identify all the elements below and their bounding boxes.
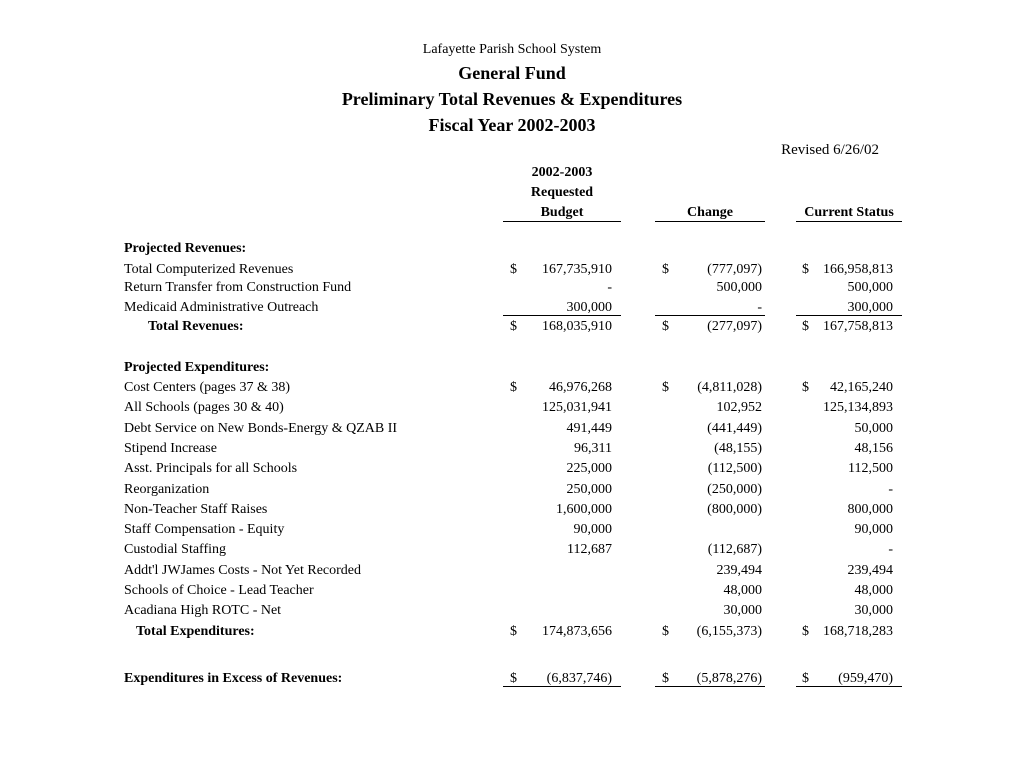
budget-revenue-underline [503,315,621,316]
current-amount: 30,000 [854,603,893,618]
change-currency-symbol: $ [662,319,669,334]
change-currency-symbol: $ [662,262,669,277]
budget-amount: 1,600,000 [556,502,612,517]
change-amount: 30,000 [723,603,762,618]
budget-amount: 250,000 [566,482,612,497]
revenues-section-title: Projected Revenues: [124,241,247,256]
budget-amount: - [607,280,612,295]
row-label: Staff Compensation - Equity [124,522,285,537]
row-label: Acadiana High ROTC - Net [124,603,282,618]
current-amount: 112,500 [848,461,893,476]
budget-amount: 90,000 [573,522,612,537]
current-amount: 500,000 [847,280,893,295]
current-currency-symbol: $ [802,262,809,277]
change-currency-symbol: $ [662,624,669,639]
change-currency-symbol: $ [662,671,669,686]
change-amount: (4,811,028) [697,380,762,395]
row-label: Total Expenditures: [136,624,255,639]
current-currency-symbol: $ [802,624,809,639]
budget-amount: 96,311 [574,441,612,456]
change-amount: (800,000) [707,502,762,517]
budget-amount: 300,000 [566,300,612,315]
row-label: Custodial Staffing [124,542,227,557]
change-amount: (48,155) [714,441,762,456]
change-revenue-underline [655,315,765,316]
budget-amount: 168,035,910 [542,319,612,334]
current-amount: 300,000 [847,300,893,315]
current-amount: 167,758,813 [823,319,893,334]
organization-name: Lafayette Parish School System [422,42,602,57]
change-amount: (112,687) [707,542,762,557]
change-excess-underline [655,686,765,687]
current-currency-symbol: $ [802,380,809,395]
row-label: Stipend Increase [124,441,217,456]
current-amount: 48,000 [854,583,893,598]
current-amount: (959,470) [838,671,893,686]
budget-amount: 174,873,656 [542,624,612,639]
change-header: Change [655,205,765,222]
budget-currency-symbol: $ [510,319,517,334]
budget-excess-underline [503,686,621,687]
row-label: Debt Service on New Bonds-Energy & QZAB II [124,421,398,436]
change-amount: (112,500) [707,461,762,476]
current-amount: 90,000 [854,522,893,537]
current-amount: - [888,482,893,497]
budget-currency-symbol: $ [510,380,517,395]
row-label: Medicaid Administrative Outreach [124,300,319,315]
budget-header-line3: Budget [503,205,621,222]
budget-currency-symbol: $ [510,624,517,639]
change-amount: (6,155,373) [696,624,762,639]
current-amount: 166,958,813 [823,262,893,277]
current-revenue-underline [796,315,902,316]
current-currency-symbol: $ [802,319,809,334]
budget-currency-symbol: $ [510,262,517,277]
row-label: Return Transfer from Construction Fund [124,280,352,295]
change-amount: (441,449) [707,421,762,436]
budget-amount: 125,031,941 [542,400,612,415]
current-amount: 800,000 [847,502,893,517]
report-subtitle: Preliminary Total Revenues & Expenditures [341,89,683,109]
current-amount: 48,156 [854,441,893,456]
change-amount: 500,000 [716,280,762,295]
change-amount: 48,000 [723,583,762,598]
row-label: Cost Centers (pages 37 & 38) [124,380,291,395]
current-amount: 168,718,283 [823,624,893,639]
revised-date: Revised 6/26/02 [781,142,879,158]
change-amount: (250,000) [707,482,762,497]
row-label: Total Computerized Revenues [124,262,294,277]
fiscal-year: Fiscal Year 2002-2003 [428,115,596,135]
change-amount: 102,952 [716,400,762,415]
change-amount: - [757,300,762,315]
budget-currency-symbol: $ [510,671,517,686]
row-label: Total Revenues: [148,319,244,334]
current-amount: 42,165,240 [830,380,893,395]
row-label: Asst. Principals for all Schools [124,461,298,476]
row-label: Reorganization [124,482,210,497]
budget-amount: 491,449 [566,421,612,436]
change-amount: 239,494 [716,563,762,578]
change-amount: (777,097) [707,262,762,277]
current-excess-underline [796,686,902,687]
current-amount: - [888,542,893,557]
row-label: Non-Teacher Staff Raises [124,502,268,517]
budget-amount: (6,837,746) [546,671,612,686]
change-amount: (277,097) [707,319,762,334]
report-title: General Fund [458,63,566,83]
budget-amount: 167,735,910 [542,262,612,277]
expenditures-section-title: Projected Expenditures: [124,360,270,375]
row-label: Addt'l JWJames Costs - Not Yet Recorded [124,563,362,578]
current-currency-symbol: $ [802,671,809,686]
row-label: All Schools (pages 30 & 40) [124,400,284,415]
row-label: Schools of Choice - Lead Teacher [124,583,314,598]
budget-header-line1: 2002-2003 [531,165,593,180]
current-amount: 125,134,893 [823,400,893,415]
row-label: Expenditures in Excess of Revenues: [124,671,343,686]
current-amount: 239,494 [847,563,893,578]
budget-amount: 225,000 [566,461,612,476]
change-currency-symbol: $ [662,380,669,395]
budget-header-line2: Requested [530,185,594,200]
budget-amount: 46,976,268 [549,380,612,395]
budget-amount: 112,687 [567,542,612,557]
change-amount: (5,878,276) [696,671,762,686]
current-amount: 50,000 [854,421,893,436]
current-status-header: Current Status [796,205,902,222]
